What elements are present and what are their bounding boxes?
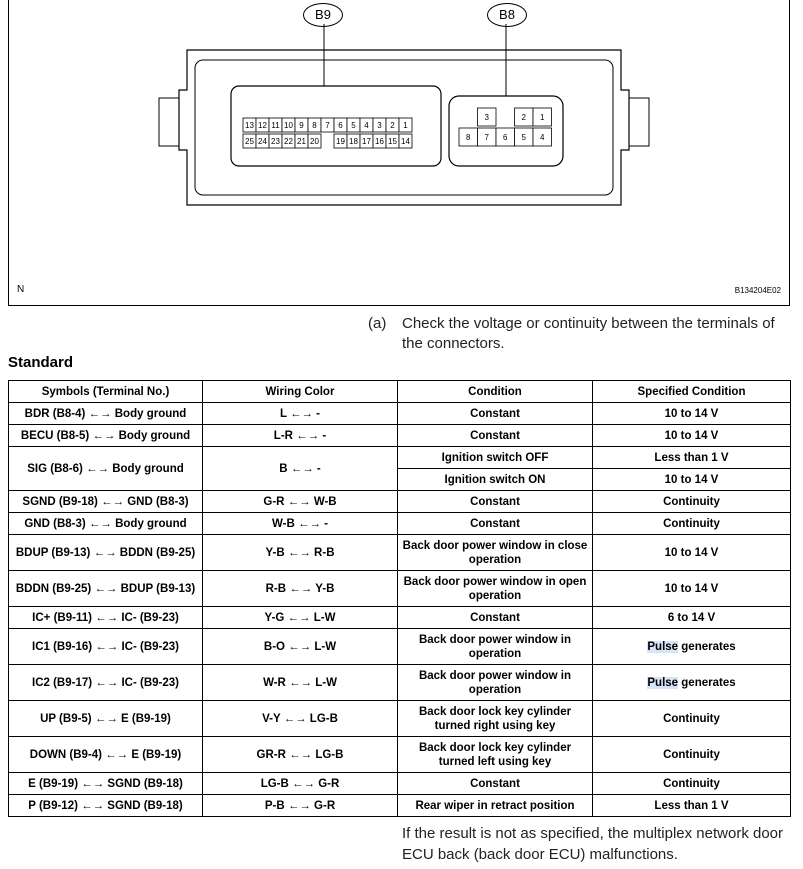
table-row (9, 701, 791, 737)
terminal-number: 24 (258, 137, 267, 146)
figure-code: B134204E02 (734, 286, 781, 295)
cell-specified-condition: Continuity (593, 701, 791, 737)
cell-condition: Constant (398, 607, 593, 629)
cell-condition: Constant (398, 425, 593, 447)
terminal-number: 12 (258, 121, 267, 130)
table-row (9, 513, 791, 535)
terminal-number: 1 (403, 121, 408, 130)
cell-symbol: BDUP (B9-13) ←→ BDDN (B9-25) (9, 535, 203, 571)
header-wiring-color: Wiring Color (203, 381, 398, 403)
cell-specified-condition: 10 to 14 V (593, 425, 791, 447)
table-row (9, 607, 791, 629)
cell-symbol: SGND (B9-18) ←→ GND (B8-3) (9, 491, 203, 513)
cell-wiring-color: R-B ←→ Y-B (203, 571, 398, 607)
cell-specified-condition: 10 to 14 V (593, 469, 791, 491)
cell-condition: Back door power window in close operation (398, 535, 593, 571)
cell-condition: Back door power window in operation (398, 629, 593, 665)
cell-symbol: GND (B8-3) ←→ Body ground (9, 513, 203, 535)
cell-specified-condition: Continuity (593, 491, 791, 513)
table-row (9, 665, 791, 701)
cell-specified-condition (593, 629, 791, 665)
cell-symbol: IC+ (B9-11) ←→ IC- (B9-23) (9, 607, 203, 629)
terminal-number: 5 (521, 133, 526, 142)
cell-wiring-color: B ←→ - (203, 447, 398, 491)
connector-diagram (8, 0, 790, 306)
terminal-number: 19 (336, 137, 345, 146)
table-body (9, 403, 791, 817)
cell-symbol: IC2 (B9-17) ←→ IC- (B9-23) (9, 665, 203, 701)
header-symbols: Symbols (Terminal No.) (9, 381, 203, 403)
table-row (9, 737, 791, 773)
highlighted-text: Pulse (647, 640, 679, 653)
cell-condition: Rear wiper in retract position (398, 795, 593, 817)
table-row (9, 535, 791, 571)
cell-wiring-color: W-B ←→ - (203, 513, 398, 535)
cell-symbol: DOWN (B9-4) ←→ E (B9-19) (9, 737, 203, 773)
terminal-number: 4 (364, 121, 369, 130)
table-row (9, 491, 791, 513)
cell-specified-condition: Continuity (593, 737, 791, 773)
cell-specified-condition: 10 to 14 V (593, 403, 791, 425)
terminal-number: 17 (362, 137, 371, 146)
cell-wiring-color: GR-R ←→ LG-B (203, 737, 398, 773)
cell-wiring-color: P-B ←→ G-R (203, 795, 398, 817)
terminal-number: 14 (401, 137, 410, 146)
terminal-number: 2 (521, 113, 526, 122)
cell-condition: Constant (398, 403, 593, 425)
cell-condition: Constant (398, 773, 593, 795)
terminal-number: 15 (388, 137, 397, 146)
terminal-number: 22 (284, 137, 293, 146)
cell-wiring-color: L-R ←→ - (203, 425, 398, 447)
standard-table (8, 380, 791, 817)
terminal-number: 6 (503, 133, 508, 142)
cell-specified-condition (593, 665, 791, 701)
table-row (9, 773, 791, 795)
terminal-number: 13 (245, 121, 254, 130)
cell-wiring-color: L ←→ - (203, 403, 398, 425)
terminal-number: 3 (377, 121, 382, 130)
cell-wiring-color: G-R ←→ W-B (203, 491, 398, 513)
standard-title: Standard (8, 354, 74, 371)
terminal-number: 1 (540, 113, 545, 122)
cell-wiring-color: W-R ←→ L-W (203, 665, 398, 701)
cell-condition: Back door lock key cylinder turned left using key (398, 737, 593, 773)
cell-symbol: IC1 (B9-16) ←→ IC- (B9-23) (9, 629, 203, 665)
terminal-number: 18 (349, 137, 358, 146)
cell-condition: Constant (398, 513, 593, 535)
table-header-row (9, 381, 791, 403)
cell-specified-condition: 10 to 14 V (593, 571, 791, 607)
cell-wiring-color: B-O ←→ L-W (203, 629, 398, 665)
cell-specified-condition: Less than 1 V (593, 447, 791, 469)
table-row (9, 629, 791, 665)
terminal-number: 3 (484, 113, 489, 122)
spec-text: generates (678, 676, 736, 689)
step-label: (a) (368, 315, 387, 332)
spec-text: generates (678, 640, 736, 653)
terminal-number: 5 (351, 121, 356, 130)
b8-terminals (459, 108, 552, 146)
step-text: Check the voltage or continuity between the terminals of the connectors. (402, 315, 775, 352)
cell-condition: Back door lock key cylinder turned right using key (398, 701, 593, 737)
cell-symbol: SIG (B8-6) ←→ Body ground (9, 447, 203, 491)
terminal-number: 8 (312, 121, 317, 130)
table-row (9, 425, 791, 447)
cell-specified-condition: Continuity (593, 513, 791, 535)
cell-wiring-color: LG-B ←→ G-R (203, 773, 398, 795)
cell-specified-condition: Continuity (593, 773, 791, 795)
cell-specified-condition: Less than 1 V (593, 795, 791, 817)
cell-symbol: BDR (B8-4) ←→ Body ground (9, 403, 203, 425)
terminal-number: 25 (245, 137, 254, 146)
cell-symbol: UP (B9-5) ←→ E (B9-19) (9, 701, 203, 737)
cell-condition: Back door power window in operation (398, 665, 593, 701)
cell-specified-condition: 10 to 14 V (593, 535, 791, 571)
cell-condition: Constant (398, 491, 593, 513)
cell-symbol: P (B9-12) ←→ SGND (B9-18) (9, 795, 203, 817)
result-note: If the result is not as specified, the multiplex network door ECU back (back door ECU) malfunctions. (402, 825, 784, 863)
table-row (9, 447, 791, 469)
cell-symbol: BDDN (B9-25) ←→ BDUP (B9-13) (9, 571, 203, 607)
cell-condition: Back door power window in open operation (398, 571, 593, 607)
terminal-number: 6 (338, 121, 343, 130)
connector-b9-label: B9 (303, 3, 343, 27)
terminal-number: 2 (390, 121, 395, 130)
cell-wiring-color: Y-G ←→ L-W (203, 607, 398, 629)
header-specified-condition: Specified Condition (593, 381, 791, 403)
connector-drawing (9, 0, 791, 306)
table-row (9, 795, 791, 817)
highlighted-text: Pulse (647, 676, 679, 689)
terminal-number: 10 (284, 121, 293, 130)
header-condition: Condition (398, 381, 593, 403)
terminal-number: 8 (466, 133, 471, 142)
table-row (9, 571, 791, 607)
cell-condition: Ignition switch OFF (398, 447, 593, 469)
terminal-number: 16 (375, 137, 384, 146)
b9-terminals (243, 118, 412, 148)
table-row (9, 403, 791, 425)
terminal-number: 20 (310, 137, 319, 146)
cell-specified-condition: 6 to 14 V (593, 607, 791, 629)
terminal-number: 7 (325, 121, 330, 130)
terminal-number: 9 (299, 121, 304, 130)
terminal-number: 23 (271, 137, 280, 146)
corner-mark: N (17, 284, 25, 295)
terminal-number: 7 (484, 133, 489, 142)
cell-symbol: E (B9-19) ←→ SGND (B9-18) (9, 773, 203, 795)
cell-wiring-color: Y-B ←→ R-B (203, 535, 398, 571)
connector-b8-label: B8 (487, 3, 527, 27)
terminal-number: 21 (297, 137, 306, 146)
cell-symbol: BECU (B8-5) ←→ Body ground (9, 425, 203, 447)
terminal-number: 11 (271, 121, 280, 130)
terminal-number: 4 (540, 133, 545, 142)
cell-condition: Ignition switch ON (398, 469, 593, 491)
cell-wiring-color: V-Y ←→ LG-B (203, 701, 398, 737)
